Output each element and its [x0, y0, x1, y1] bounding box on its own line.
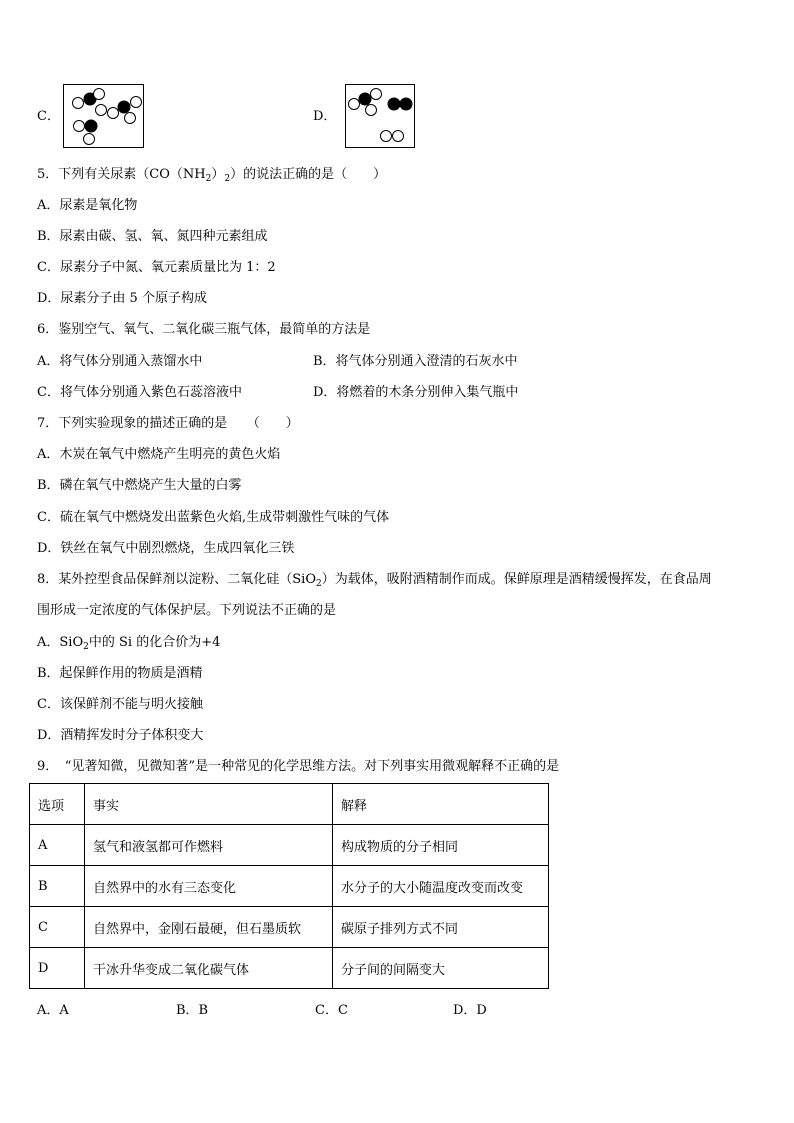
- header-fact: 事实: [85, 784, 333, 825]
- row-option: D: [30, 948, 85, 989]
- q5-option-a[interactable]: A．尿素是氧化物: [37, 198, 138, 213]
- row-option: B: [30, 866, 85, 907]
- option-d-label[interactable]: D．: [313, 109, 337, 124]
- q8-option-a[interactable]: A．SiO$_2$中的 Si 的化合价为+4: [37, 635, 221, 652]
- q7-option-c[interactable]: C．硫在氧气中燃烧发出蓝紫色火焰,生成带刺激性气味的气体: [37, 510, 390, 525]
- option-c-diagram: [63, 84, 144, 148]
- row-explanation: 水分子的大小随温度改变而改变: [333, 866, 549, 907]
- row-fact: 自然界中，金刚石最硬，但石墨质软: [85, 907, 333, 948]
- row-fact: 干冰升华变成二氧化碳气体: [85, 948, 333, 989]
- row-option: C: [30, 907, 85, 948]
- table-row: [30, 948, 549, 989]
- q6-option-c[interactable]: C．将气体分别通入紫色石蕊溶液中: [37, 385, 242, 400]
- q9-table: [29, 783, 549, 989]
- q9-answer-c[interactable]: C．C: [315, 1003, 348, 1018]
- q5-option-b[interactable]: B．尿素由碳、氢、氧、氮四种元素组成: [37, 229, 268, 244]
- q9-stem: 9． “见著知微，见微知著”是一种常见的化学思维方法。对下列事实用微观解释不正确的是: [37, 759, 560, 774]
- q8-option-b[interactable]: B．起保鲜作用的物质是酒精: [37, 666, 203, 681]
- q7-option-b[interactable]: B．磷在氧气中燃烧产生大量的白雾: [37, 478, 242, 493]
- q5-stem: 5．下列有关尿素$(CO(NH_2)_2)$的说法正确的是（ ）: [37, 167, 387, 184]
- q7-stem: 7．下列实验现象的描述正确的是 （ ）: [37, 416, 299, 431]
- row-explanation: 分子间的间隔变大: [333, 948, 549, 989]
- q6-option-b[interactable]: B．将气体分别通入澄清的石灰水中: [313, 354, 518, 369]
- molecule-diagram-c: [64, 85, 143, 147]
- q7-option-a[interactable]: A．木炭在氧气中燃烧产生明亮的黄色火焰: [37, 447, 281, 462]
- header-option: 选项: [30, 784, 85, 825]
- table-row: [30, 907, 549, 948]
- row-explanation: 构成物质的分子相同: [333, 825, 549, 866]
- q7-option-d[interactable]: D．铁丝在氧气中剧烈燃烧，生成四氧化三铁: [37, 541, 295, 556]
- row-explanation: 碳原子排列方式不同: [333, 907, 549, 948]
- option-c-label[interactable]: C．: [37, 109, 60, 124]
- header-explanation: 解释: [333, 784, 549, 825]
- q9-answer-a[interactable]: A．A: [37, 1003, 69, 1018]
- q9-answer-d[interactable]: D．D: [453, 1003, 487, 1018]
- row-fact: 氢气和液氢都可作燃料: [85, 825, 333, 866]
- molecule-diagram-d: [346, 85, 414, 147]
- table-row: [30, 866, 549, 907]
- q6-stem: 6．鉴别空气、氧气、二氧化碳三瓶气体，最简单的方法是: [37, 322, 371, 337]
- q6-option-a[interactable]: A．将气体分别通入蒸馏水中: [37, 354, 203, 369]
- q8-stem-line2: 围形成一定浓度的气体保护层。下列说法不正确的是: [37, 603, 337, 618]
- q9-answer-b[interactable]: B．B: [176, 1003, 209, 1018]
- q8-option-c[interactable]: C．该保鲜剂不能与明火接触: [37, 697, 203, 712]
- q5-option-c[interactable]: C．尿素分子中氮、氧元素质量比为 1：2: [37, 260, 276, 275]
- row-fact: 自然界中的水有三态变化: [85, 866, 333, 907]
- table-header-row: [30, 784, 549, 825]
- option-d-diagram: [345, 84, 415, 148]
- q8-stem-line1: 8．某外控型食品保鲜剂以淀粉、二氧化硅（SiO$_2$）为载体，吸附酒精制作而成。保鲜原理是酒精缓慢挥发，在食品周: [37, 572, 712, 589]
- q8-option-d[interactable]: D．酒精挥发时分子体积变大: [37, 728, 204, 743]
- q5-option-d[interactable]: D．尿素分子由 5 个原子构成: [37, 291, 207, 306]
- table-row: [30, 825, 549, 866]
- row-option: A: [30, 825, 85, 866]
- q6-option-d[interactable]: D．将燃着的木条分别伸入集气瓶中: [313, 385, 519, 400]
